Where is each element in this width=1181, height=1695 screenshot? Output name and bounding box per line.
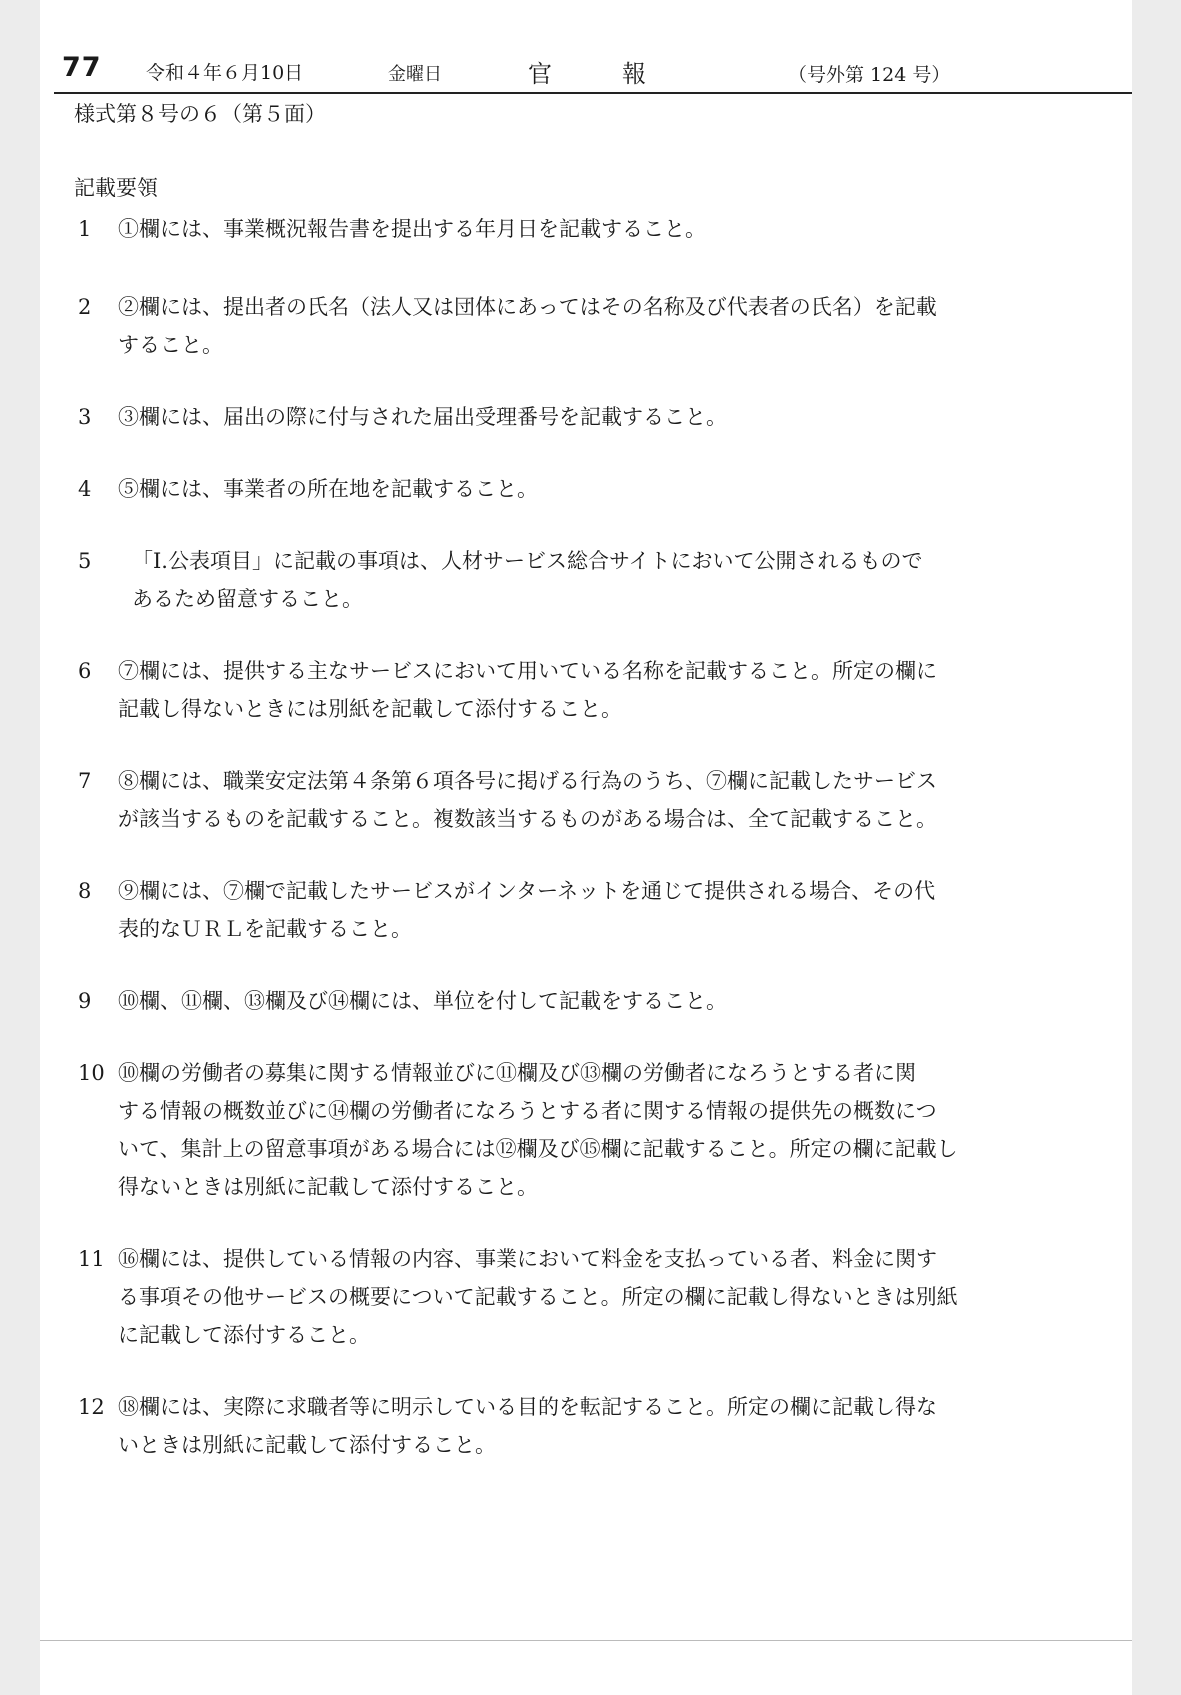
issue-weekday: 金曜日 bbox=[388, 64, 442, 85]
instruction-text: ⑧欄には、職業安定法第４条第６項各号に掲げる行為のうち、⑦欄に記載したサービス が該当するものを記載すること。複数該当するものがある場合は、全て記載すること。 bbox=[118, 769, 937, 831]
instruction-text: ⑩欄、⑪欄、⑬欄及び⑭欄には、単位を付して記載をすること。 bbox=[118, 989, 727, 1013]
instruction-number: 12 bbox=[78, 1395, 105, 1419]
instruction-number: 5 bbox=[78, 549, 92, 573]
instruction-text: ⑱欄には、実際に求職者等に明示している目的を転記すること。所定の欄に記載し得な いときは別紙に記載して添付すること。 bbox=[118, 1395, 937, 1457]
instruction-text: ⑦欄には、提供する主なサービスにおいて用いている名称を記載すること。所定の欄に 記載し得ないときには別紙を記載して添付すること。 bbox=[118, 659, 937, 721]
instruction-item bbox=[74, 470, 1140, 508]
instruction-text: ⑤欄には、事業者の所在地を記載すること。 bbox=[118, 477, 538, 501]
instruction-number: 8 bbox=[78, 879, 92, 903]
instruction-number: 1 bbox=[78, 217, 92, 241]
instruction-item bbox=[74, 652, 1140, 728]
instruction-item bbox=[74, 1054, 1140, 1206]
issue-date: 令和４年６月10日 bbox=[146, 62, 304, 84]
instruction-text: ⑨欄には、⑦欄で記載したサービスがインターネットを通じて提供される場合、その代 表的なＵＲＬを記載すること。 bbox=[118, 879, 936, 941]
instruction-item bbox=[74, 982, 1140, 1020]
instruction-item bbox=[74, 542, 1140, 618]
instruction-item bbox=[74, 1388, 1140, 1464]
instruction-number: 11 bbox=[78, 1247, 105, 1271]
header-divider bbox=[54, 92, 1132, 94]
instruction-text: ①欄には、事業概況報告書を提出する年月日を記載すること。 bbox=[118, 217, 706, 241]
instruction-item bbox=[74, 872, 1140, 948]
footer-divider bbox=[40, 1640, 1132, 1641]
instruction-number: 7 bbox=[78, 769, 92, 793]
instruction-item bbox=[74, 762, 1140, 838]
instruction-number: 2 bbox=[78, 295, 92, 319]
instruction-item bbox=[74, 1240, 1140, 1354]
issue-number: （号外第 124 号） bbox=[788, 64, 951, 86]
instruction-number: 4 bbox=[78, 477, 92, 501]
instruction-text: ③欄には、届出の際に付与された届出受理番号を記載すること。 bbox=[118, 405, 727, 429]
instruction-number: 9 bbox=[78, 989, 92, 1013]
instruction-list bbox=[74, 210, 1140, 1464]
instruction-text: 「Ⅰ.公表項目」に記載の事項は、人材サービス総合サイトにおいて公開されるもので あるため留意すること。 bbox=[132, 549, 923, 611]
page-header bbox=[40, 0, 1132, 94]
section-heading: 記載要領 bbox=[74, 176, 158, 200]
instruction-item bbox=[74, 210, 1140, 248]
page-number: 77 bbox=[62, 52, 102, 83]
gazette-title-part-2: 報 bbox=[622, 60, 646, 88]
instruction-number: 3 bbox=[78, 405, 92, 429]
gazette-page bbox=[40, 0, 1132, 1695]
instruction-text: ⑩欄の労働者の募集に関する情報並びに⑪欄及び⑬欄の労働者になろうとする者に関 する情報の概数並びに⑭欄の労働者になろうとする者に関する情報の提供先の概数につ いて、集計上の留意事項がある場合には⑫欄及び⑮欄に記載すること。所定の欄に記載し 得ないときは別紙に記載して添付すること。 bbox=[118, 1061, 958, 1199]
instruction-item bbox=[74, 398, 1140, 436]
instruction-text: ②欄には、提出者の氏名（法人又は団体にあってはその名称及び代表者の氏名）を記載 すること。 bbox=[118, 295, 937, 357]
instruction-text: ⑯欄には、提供している情報の内容、事業において料金を支払っている者、料金に関す る事項その他サービスの概要について記載すること。所定の欄に記載し得ないときは別紙 に記載して添付すること。 bbox=[118, 1247, 958, 1347]
gazette-title-part-1: 官 bbox=[528, 60, 552, 88]
instruction-item bbox=[74, 288, 1140, 364]
instruction-number: 6 bbox=[78, 659, 92, 683]
form-label: 様式第８号の６（第５面） bbox=[74, 102, 326, 126]
instruction-number: 10 bbox=[78, 1061, 105, 1085]
